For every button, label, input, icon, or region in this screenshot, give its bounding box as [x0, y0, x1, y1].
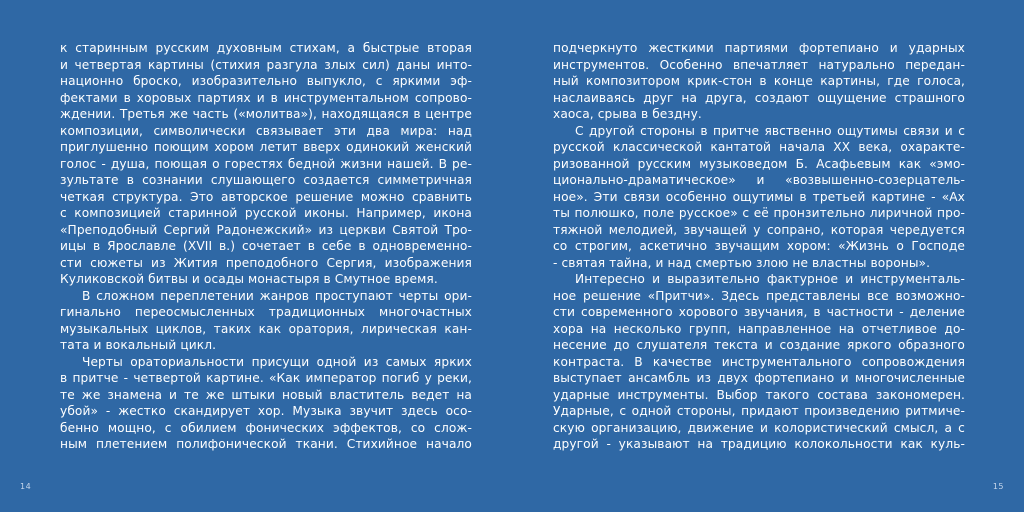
page-number-left: 14 — [20, 482, 32, 491]
text-line: хора на несколько групп, направленное на отчетливое до- — [553, 321, 965, 336]
text-line: ционально-драматическое» и «возвышенно-созерцатель- — [553, 173, 965, 187]
text-line: В сложном переплетении жанров проступают черты ори- — [82, 288, 472, 303]
text-line: С другой стороны в притче явственно ощутимы связи и с — [575, 123, 965, 138]
text-line: композиции, символически связывает эти два мира: над — [60, 123, 472, 138]
text-line: бенно мощно, с обилием фонических эффектов, со слож- — [60, 420, 472, 435]
page-number-right: 15 — [992, 482, 1004, 491]
text-line: выступает ансамбль из двух фортепиано и многочисленные — [553, 371, 965, 385]
text-line: ты полюшко, поле русское» с её пронзительно лиричной про- — [553, 206, 965, 220]
text-line: сти сюжеты из Жития преподобного Сергия, изображения — [60, 255, 472, 270]
text-line: несение до слушателя текста и создание яркого образного — [553, 338, 965, 352]
text-line: те же знамена и те же штыки новый властитель ведет на — [60, 387, 472, 402]
text-line: Интересно и выразительно фактурное и инструменталь- — [575, 272, 965, 286]
text-line: национно броско, изобразительно выпукло, с яркими эф- — [60, 74, 472, 88]
text-line: «Преподобный Сергий Радонежский» из церкви Святой Тро- — [60, 222, 472, 237]
text-line: четкая структура. Это авторское решение можно сравнить — [60, 189, 472, 204]
text-line: тяжной мелодией, звучащей у сопрано, которая чередуется — [553, 222, 965, 237]
text-line: контраста. В качестве инструментального сопровождения — [553, 354, 965, 369]
text-line: фектами в хоровых партиях и в инструментальном сопрово- — [60, 90, 472, 105]
text-line: скую организацию, движение и колористический смысл, а с — [553, 420, 965, 435]
text-line: приглушенно поющим хором летит вверх одинокий женский — [60, 140, 472, 154]
text-line: убой» - жестко скандирует хор. Музыка звучит здесь осо- — [60, 404, 472, 418]
text-line: со строгим, аскетично звучащим хором: «Жизнь о Господе — [553, 239, 965, 253]
text-line: тата и вокальный цикл. — [60, 338, 217, 352]
text-line: ударные инструменты. Выбор такого состава закономерен. — [553, 387, 965, 402]
text-line: с композицией старинной русской иконы. Например, икона — [60, 206, 472, 220]
text-line: гинально переосмысленных традиционных многочастных — [60, 305, 472, 319]
text-line: ный композитором крик-стон в конце картины, где голоса, — [553, 74, 965, 88]
text-line: ждении. Третья же часть («молитва»), находящаяся в центре — [60, 107, 472, 121]
text-line: наслаиваясь друг на друга, создают ощущение страшного — [553, 90, 965, 105]
text-line: подчеркнуто жесткими партиями фортепиано и ударных — [553, 41, 965, 55]
text-line: ицы в Ярославле (XVII в.) сочетает в себе в одновременно- — [60, 239, 472, 253]
text-line: ное решение «Притчи». Здесь представлены все возможно- — [553, 288, 965, 303]
text-line: ное». Эти связи особенно ощутимы в третьей картине - «Ах — [553, 189, 965, 204]
text-line: другой - указывают на традицию колокольности как куль- — [553, 437, 965, 451]
right-page-text — [553, 40, 965, 453]
text-line: голос - душа, поющая о горестях бедной жизни нашей. В ре- — [60, 156, 472, 171]
text-line: - святая тайна, и над смертью злою не властны вороны». — [553, 255, 931, 270]
text-line: Ударные, с одной стороны, придают произведению ритмиче- — [553, 404, 965, 418]
text-line: зультате в сознании слушающего создается симметричная — [60, 173, 472, 187]
text-line: музыкальных циклов, таких как оратория, лирическая кан- — [60, 321, 472, 336]
left-page-text — [60, 40, 472, 453]
text-line: инструментов. Особенно впечатляет натурально передан- — [553, 57, 965, 72]
text-line: Куликовской битвы и осады монастыря в Смутное время. — [60, 272, 438, 286]
text-line: Черты ораториальности присущи одной из самых ярких — [82, 354, 472, 369]
text-line: и четвертая картины (стихия разгула злых сил) даны инто- — [60, 57, 472, 72]
text-line: в притче - четвертой картине. «Как император погиб у реки, — [60, 371, 472, 385]
text-line: к старинным русским духовным стихам, а быстрые вторая — [60, 41, 472, 55]
text-line: ризованной русским музыковедом Б. Асафьевым как «эмо- — [553, 156, 965, 171]
text-line: ным плетением полифонической ткани. Стихийное начало — [60, 437, 472, 451]
text-line: сти современного хорового звучания, в частности - деление — [553, 305, 965, 319]
text-line: хаоса, срыва в бездну. — [553, 107, 702, 121]
text-line: русской классической кантатой начала XX века, охаракте- — [553, 140, 965, 154]
